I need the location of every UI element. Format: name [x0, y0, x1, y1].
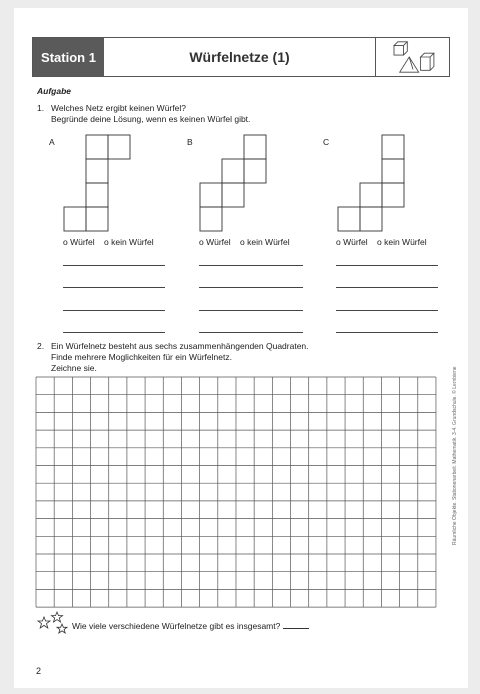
task2-line1: Ein Würfelnetz besteht aus sechs zusammenhängenden Quadraten. — [51, 341, 309, 351]
net-c-label: C — [323, 137, 330, 147]
net-a-option-no-cube[interactable]: o kein Würfel — [104, 237, 154, 247]
station-label: Station 1 — [33, 38, 104, 76]
bonus-question — [72, 621, 309, 631]
task1-instruction: Begründe deine Lösung, wenn es keinen Würfel gibt. — [51, 114, 251, 124]
net-b-option-cube[interactable]: o Würfel — [199, 237, 231, 247]
net-b-option-no-cube[interactable]: o kein Würfel — [240, 237, 290, 247]
task2-line2: Finde mehrere Moglichkeiten für ein Würfelnetz. — [51, 352, 232, 362]
net-a-label: A — [49, 137, 55, 147]
net-c-option-no-cube[interactable]: o kein Würfel — [377, 237, 427, 247]
net-b-label: B — [187, 137, 193, 147]
net-c-option-cube[interactable]: o Würfel — [336, 237, 368, 247]
bonus-question-text: Wie viele verschiedene Würfelnetze gibt es insgesamt? — [72, 621, 281, 631]
task2-number: 2. — [37, 341, 45, 351]
publisher-note: Räumliche Objekte. Stationenarbeit. Mathematik. 3-4. Grundschule. © Lernbiene — [452, 366, 458, 545]
task-heading: Aufgabe — [37, 86, 71, 96]
bonus-answer-blank[interactable] — [283, 628, 309, 629]
net-a-option-cube[interactable]: o Würfel — [63, 237, 95, 247]
task2-line3: Zeichne sie. — [51, 363, 97, 373]
worksheet-title: Würfelnetze (1) — [104, 38, 376, 76]
page-number: 2 — [36, 666, 42, 676]
task1-number: 1. — [37, 103, 45, 113]
task1-question: Welches Netz ergibt keinen Würfel? — [51, 103, 186, 113]
